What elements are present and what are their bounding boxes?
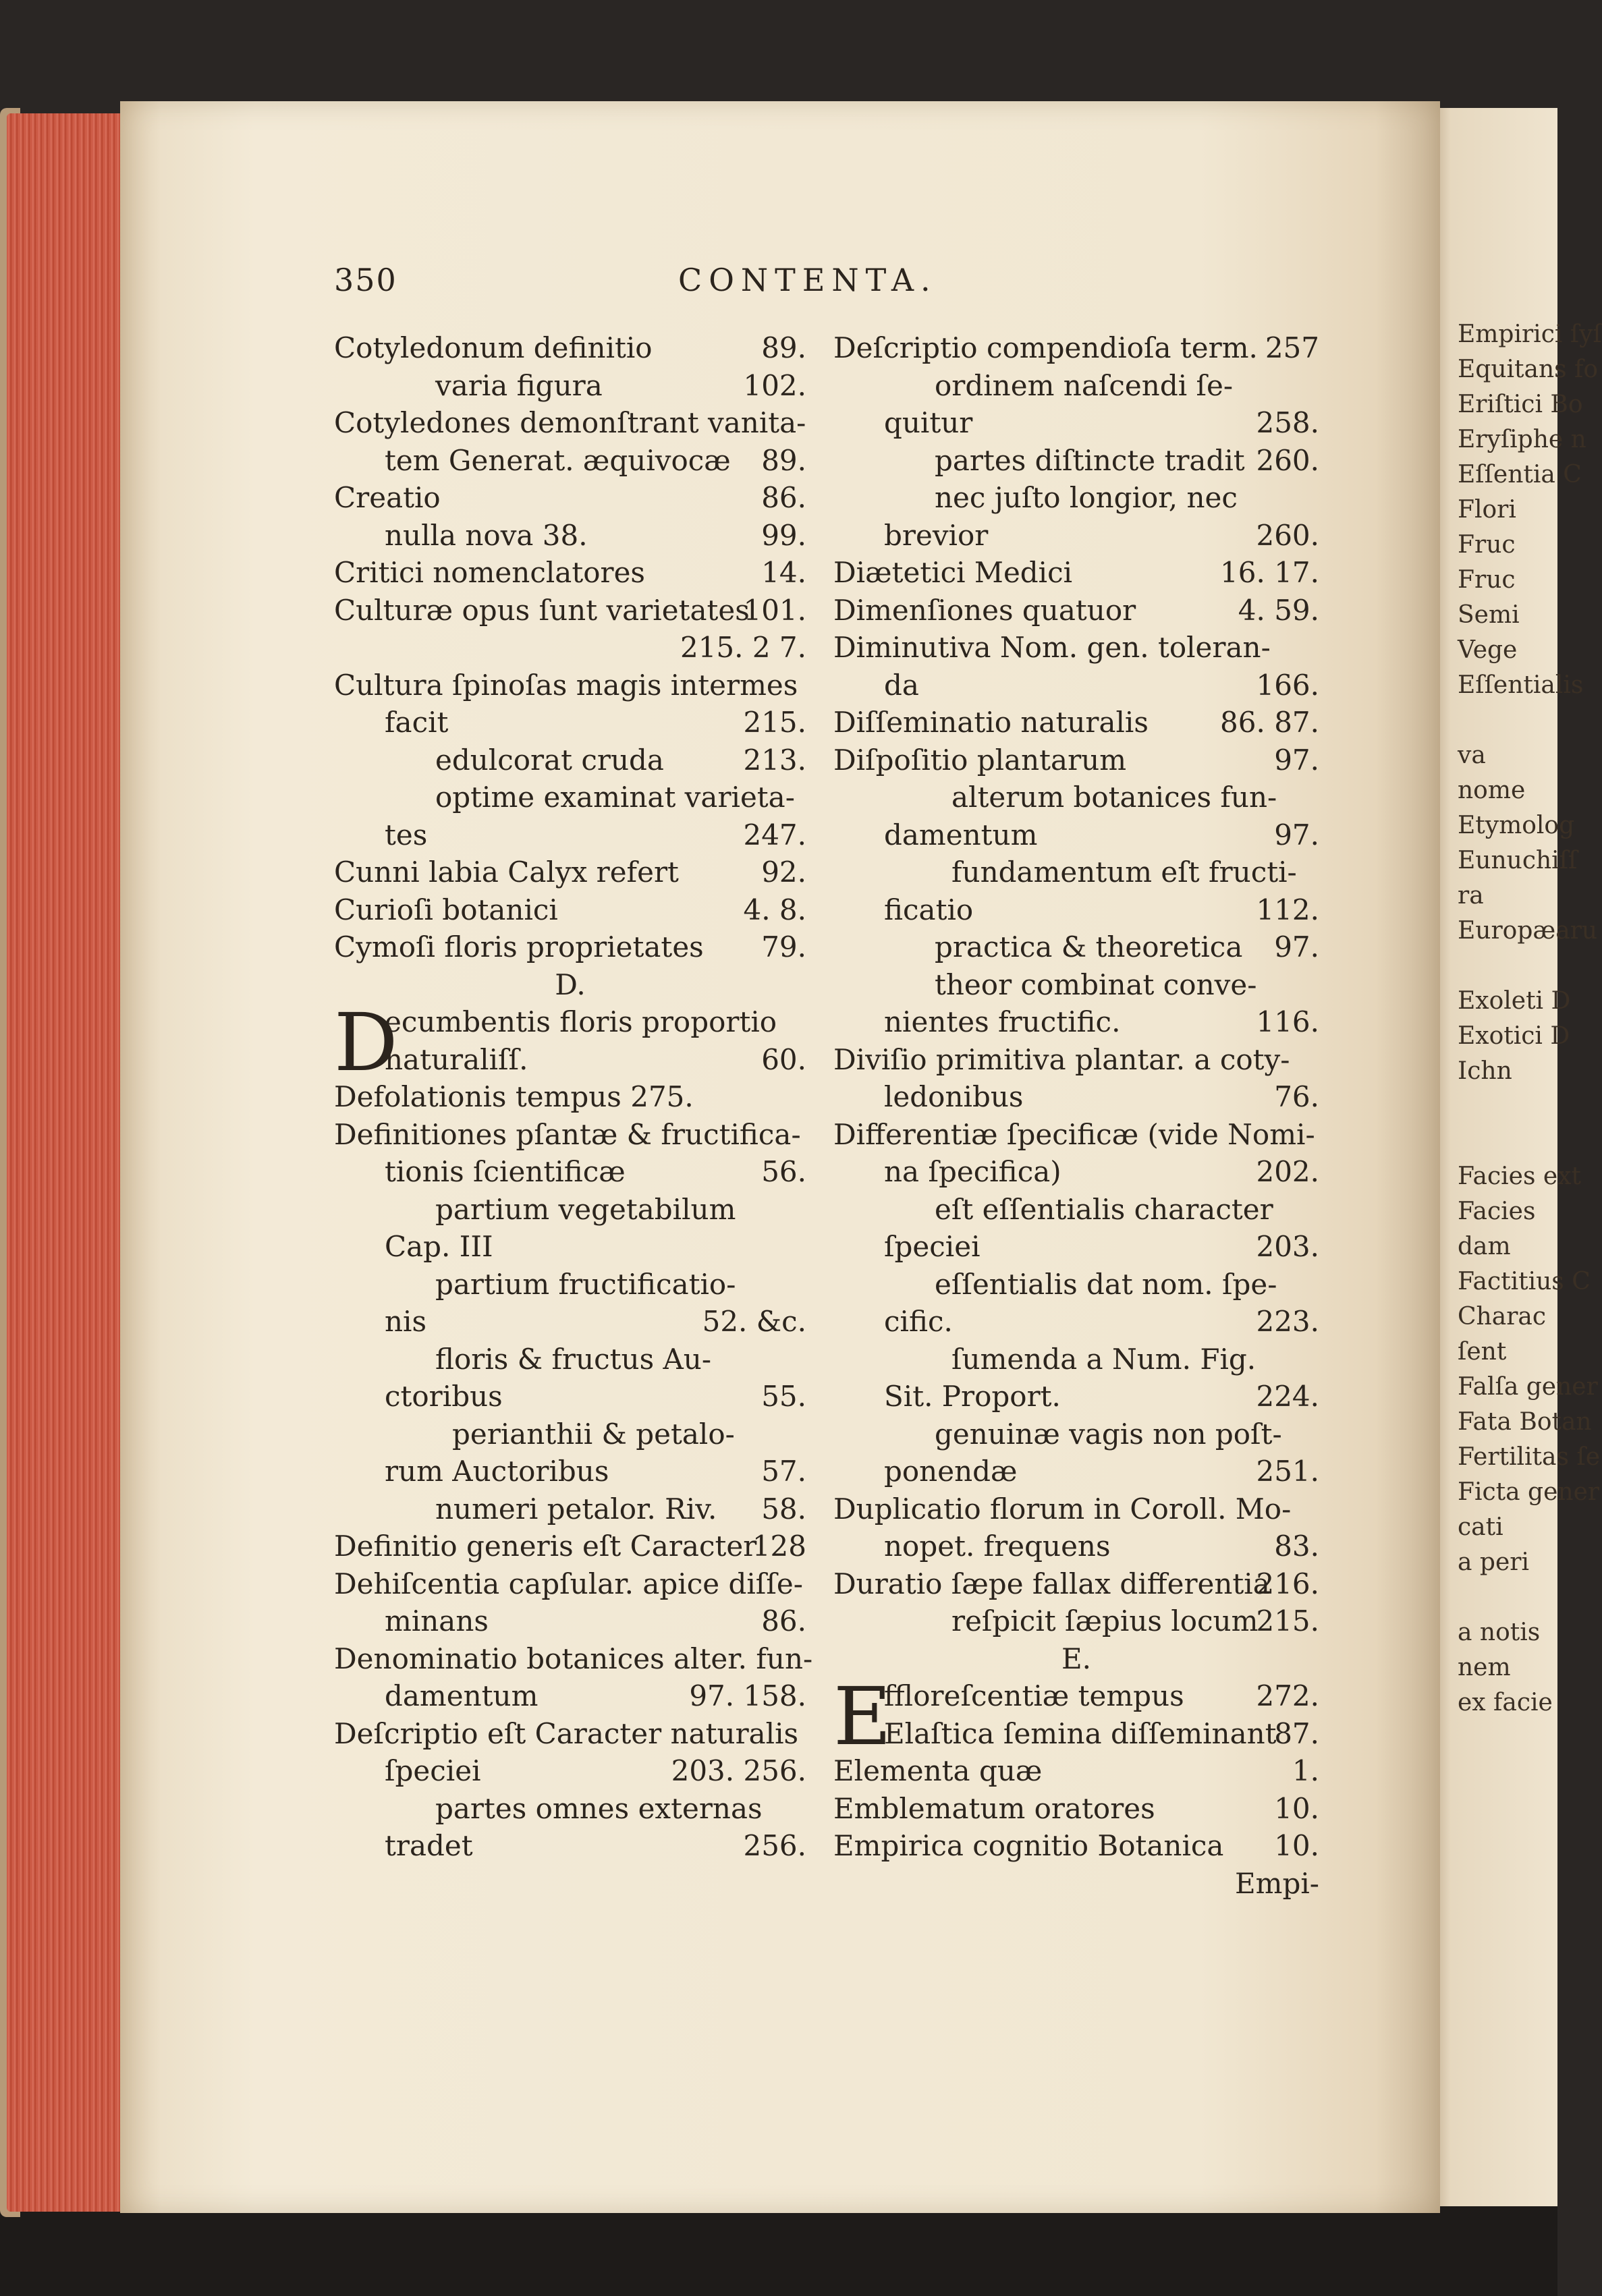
drop-cap: D (334, 996, 398, 1089)
catchword: Empi- (1235, 1866, 1319, 1900)
facing-page-line: Exoleti D (1458, 987, 1571, 1015)
index-entry (833, 629, 1319, 667)
index-entry (833, 1003, 1319, 1041)
entry-text: ſumenda a Num. Fig. (951, 1342, 1256, 1376)
index-entry (833, 1191, 1319, 1229)
index-entry (833, 367, 1319, 405)
facing-page-line: a notis (1458, 1619, 1541, 1646)
entry-text: Deſcriptio eſt Caracter naturalis (334, 1716, 799, 1750)
index-entry (833, 1752, 1319, 1790)
index-entry (334, 1303, 806, 1341)
index-entry (833, 1153, 1319, 1191)
entry-text: ctoribus (385, 1380, 503, 1413)
facing-page-line: Flori (1458, 496, 1516, 524)
entry-text: nulla nova 38. (385, 518, 588, 552)
entry-page-ref: 215. (743, 706, 806, 739)
index-entry (833, 928, 1319, 966)
entry-text: na ſpecifica) (884, 1155, 1061, 1188)
entry-page-ref: 251. (1256, 1455, 1319, 1488)
entry-text: Duplicatio florum in Coroll. Mo- (833, 1492, 1292, 1525)
entry-page-ref: 102. (743, 368, 806, 402)
index-entry (334, 779, 806, 816)
entry-page-ref: 224. (1256, 1380, 1319, 1413)
entry-text: Cotyledonum definitio (334, 331, 653, 364)
entry-page-ref: 97. (1274, 818, 1319, 851)
entry-text: ſpeciei (385, 1754, 481, 1787)
entry-page-ref: 10. (1274, 1791, 1319, 1825)
facing-page-line (1458, 949, 1557, 984)
entry-page-ref: 97. 158. (689, 1679, 806, 1712)
entry-page-ref: 4. 59. (1238, 593, 1319, 627)
index-entry (334, 1677, 806, 1715)
facing-page-line: Ficta gener (1458, 1478, 1600, 1506)
entry-page-ref: 4. 8. (743, 893, 806, 926)
facing-page-line (1458, 703, 1557, 738)
facing-page-line: Facies (1458, 1198, 1536, 1225)
entry-page-ref: 79. (761, 930, 806, 963)
entry-text: nopet. frequens (884, 1530, 1111, 1563)
index-entry (833, 592, 1319, 629)
entry-page-ref: 166. (1256, 668, 1319, 702)
index-entry (334, 479, 806, 517)
facing-page-line (1458, 1580, 1557, 1615)
index-entry (334, 1116, 806, 1154)
facing-page-line (1458, 1089, 1557, 1124)
index-entry (833, 1715, 1319, 1753)
entry-text: reſpicit ſæpius locum (951, 1604, 1259, 1637)
entry-text: partes omnes externas (435, 1791, 763, 1825)
letter-heading (833, 1640, 1319, 1678)
entry-page-ref: 10. (1274, 1829, 1319, 1862)
entry-page-ref: 83. (1274, 1530, 1319, 1563)
entry-text: cific. (884, 1305, 953, 1338)
entry-text: Curioſi botanici (334, 893, 558, 926)
entry-text: da (884, 668, 919, 702)
entry-page-ref: 86. 87. (1220, 706, 1319, 739)
index-entry (833, 1416, 1319, 1453)
facing-page-text (1458, 317, 1602, 1720)
entry-text: Dehiſcentia capſular. apice diſſe- (334, 1567, 803, 1600)
facing-page-line: Ichn (1458, 1057, 1512, 1085)
drop-cap: E (833, 1670, 892, 1763)
entry-page-ref: 87. (1274, 1716, 1319, 1750)
entry-text: quitur (884, 406, 973, 439)
entry-page-ref: 112. (1256, 893, 1319, 926)
facing-page-line: Fertilitas ſe (1458, 1443, 1601, 1471)
index-entry (334, 517, 806, 555)
facing-page-line: ra (1458, 882, 1484, 909)
entry-text: partium vegetabilum (435, 1192, 736, 1226)
index-entry (833, 891, 1319, 929)
entry-page-ref: 97. (1274, 743, 1319, 777)
entry-text: numeri petalor. Riv. (435, 1492, 717, 1525)
entry-page-ref: 216. (1256, 1567, 1319, 1600)
index-entry (833, 1078, 1319, 1116)
facing-page-line: Europæaru (1458, 917, 1598, 945)
entry-text: Sit. Proport. (884, 1380, 1061, 1413)
entry-text: optime examinat varieta- (435, 781, 795, 814)
index-entry (334, 367, 806, 405)
entry-page-ref: 89. (761, 443, 806, 477)
index-entry (334, 853, 806, 891)
entry-page-ref: 60. (761, 1042, 806, 1076)
entry-page-ref: 202. (1256, 1155, 1319, 1188)
index-entry (334, 1078, 806, 1116)
index-entry (833, 1602, 1319, 1640)
index-entry (833, 1266, 1319, 1304)
entry-text: tionis ſcientificæ (385, 1155, 626, 1188)
entry-text: Emblematum oratores (833, 1791, 1155, 1825)
page-number: 350 (334, 262, 397, 298)
entry-text: eſt eſſentialis character (935, 1192, 1273, 1226)
facing-page-line: a peri (1458, 1548, 1529, 1576)
entry-text: Cymoſi floris proprietates (334, 930, 704, 963)
facing-page-line: Empirici ſyſ (1458, 320, 1602, 348)
index-entry (334, 816, 806, 854)
entry-text: Deſcriptio compendioſa term. (833, 331, 1258, 364)
entry-text: eſſentialis dat nom. ſpe- (935, 1267, 1277, 1301)
index-entry (334, 592, 806, 629)
entry-text: ſpeciei (884, 1230, 980, 1263)
index-entry (334, 404, 806, 442)
entry-text: E. (1061, 1642, 1091, 1675)
index-entry (833, 1303, 1319, 1341)
entry-page-ref: 89. (761, 331, 806, 364)
index-entry (334, 629, 806, 667)
facing-page-line: nem (1458, 1654, 1511, 1681)
facing-page-line: Vege (1458, 636, 1518, 664)
index-entry (334, 1640, 813, 1678)
entry-text: Creatio (334, 481, 441, 514)
index-entry (833, 816, 1319, 854)
index-entry (334, 1191, 806, 1229)
entry-page-ref: 101. (743, 593, 806, 627)
entry-text: Diviſio primitiva plantar. a coty- (833, 1042, 1290, 1076)
entry-text: nec juſto longior, nec (935, 481, 1238, 514)
facing-page-line: va (1458, 741, 1486, 769)
entry-page-ref: 203. (1256, 1230, 1319, 1263)
index-entry (833, 479, 1319, 517)
letter-heading (334, 966, 806, 1004)
index-entry (833, 1565, 1319, 1603)
entry-text: Diætetici Medici (833, 556, 1073, 589)
entry-text: tem Generat. æquivocæ (385, 443, 731, 477)
entry-text: damentum (385, 1679, 538, 1712)
running-title: CONTENTA. (678, 262, 937, 298)
index-entry (334, 1153, 806, 1191)
entry-page-ref: 16. 17. (1220, 556, 1319, 589)
entry-text: Dimenſiones quatuor (833, 593, 1136, 627)
entry-text: Diminutiva Nom. gen. toleran- (833, 631, 1271, 664)
entry-page-ref: 116. (1256, 1005, 1319, 1038)
index-entry (334, 329, 806, 367)
index-entry (833, 667, 1319, 704)
index-entry (833, 779, 1319, 816)
entry-page-ref: 215. 2 7. (680, 631, 806, 664)
entry-page-ref: 223. (1256, 1305, 1319, 1338)
index-entry (833, 1116, 1319, 1154)
entry-page-ref: 260. (1256, 518, 1319, 552)
facing-page-line: Fruc (1458, 566, 1516, 594)
index-entry (334, 928, 806, 966)
index-entry (833, 1228, 1319, 1266)
index-entry (334, 891, 806, 929)
entry-text: D. (555, 968, 586, 1001)
entry-text: Diſſeminatio naturalis (833, 706, 1149, 739)
index-entry (833, 1378, 1319, 1416)
index-entry (334, 1790, 806, 1828)
facing-page-line: Eryſiphe n (1458, 426, 1586, 453)
facing-page-line: Exotici D (1458, 1022, 1570, 1050)
entry-text: ponendæ (884, 1455, 1018, 1488)
entry-page-ref: 256. (743, 1829, 806, 1862)
entry-text: Cunni labia Calyx refert (334, 856, 679, 889)
entry-text: Culturæ opus ſunt varietates (334, 593, 750, 627)
index-entry (334, 554, 806, 592)
index-column-left (334, 329, 813, 1865)
entry-text: Differentiæ ſpecificæ (vide Nomi- (833, 1117, 1315, 1151)
page-header (334, 262, 1326, 309)
entry-text: nis (385, 1305, 427, 1338)
entry-page-ref: 58. (761, 1492, 806, 1525)
facing-page-line: Semi (1458, 601, 1520, 629)
index-entry (334, 1565, 806, 1603)
index-entry (334, 1041, 806, 1079)
index-entry (833, 1827, 1319, 1865)
index-entry (833, 517, 1319, 555)
entry-text: rum Auctoribus (385, 1455, 609, 1488)
index-entry (334, 1602, 806, 1640)
facing-page-line: cati (1458, 1513, 1503, 1541)
entry-text: facit (385, 706, 449, 739)
entry-text: theor combinat conve- (935, 968, 1257, 1001)
entry-text: Defolationis tempus 275. (334, 1080, 694, 1113)
entry-text: Elaſtica ſemina diſſeminant (884, 1716, 1277, 1750)
index-entry (334, 704, 806, 741)
index-entry (833, 442, 1319, 480)
entry-text: Diſpoſitio plantarum (833, 743, 1127, 777)
facing-page-line: Eſſentialis (1458, 671, 1584, 699)
entry-page-ref: 52. &c. (702, 1305, 806, 1338)
entry-page-ref: 76. (1274, 1080, 1319, 1113)
index-entry (334, 1528, 806, 1565)
index-entry (833, 1453, 1319, 1490)
entry-page-ref: 99. (761, 518, 806, 552)
index-entry (833, 1341, 1319, 1378)
entry-page-ref: 86. (761, 1604, 806, 1637)
facing-page-line: Eſſentia C (1458, 461, 1582, 488)
entry-page-ref: 1. (1292, 1754, 1319, 1787)
index-entry (833, 404, 1319, 442)
entry-text: Cap. III (385, 1230, 493, 1263)
facing-page-line: Eunuchiſſ (1458, 847, 1578, 874)
entry-text: naturaliſſ. (385, 1042, 528, 1076)
entry-text: Critici nomenclatores (334, 556, 645, 589)
facing-page-line: Etymolog (1458, 812, 1575, 839)
entry-page-ref: 86. (761, 481, 806, 514)
entry-page-ref: 203. 256. (671, 1754, 806, 1787)
index-entry (334, 741, 806, 779)
index-entry (334, 1453, 806, 1490)
index-entry (334, 1341, 806, 1378)
entry-text: minans (385, 1604, 489, 1637)
entry-page-ref: 260. (1256, 443, 1319, 477)
index-entry (334, 1228, 806, 1266)
entry-text: floris & fructus Au- (435, 1342, 712, 1376)
entry-text: nientes fructific. (884, 1005, 1121, 1038)
facing-page-line: Equitans fo (1458, 356, 1599, 383)
index-entry (833, 554, 1319, 592)
entry-page-ref: 213. (743, 743, 806, 777)
entry-text: Definitiones pſantæ & fructifica- (334, 1117, 801, 1151)
facing-page-line: dam (1458, 1233, 1511, 1260)
index-column-right (833, 329, 1319, 1902)
entry-text: varia figura (435, 368, 603, 402)
index-entry (833, 329, 1319, 367)
entry-text: tradet (385, 1829, 473, 1862)
entry-page-ref: 97. (1274, 930, 1319, 963)
entry-page-ref: 14. (761, 556, 806, 589)
facing-page-line: Falſa gener (1458, 1373, 1598, 1401)
facing-page-line: Fruc (1458, 531, 1516, 559)
index-entry (334, 1715, 806, 1753)
entry-page-ref: 128 (752, 1530, 806, 1563)
entry-text: partes diſtincte tradit (935, 443, 1245, 477)
index-entry (833, 704, 1319, 741)
entry-text: Denominatio botanices alter. fun- (334, 1642, 813, 1675)
index-entry (833, 741, 1319, 779)
entry-text: brevior (884, 518, 989, 552)
entry-text: damentum (884, 818, 1038, 851)
index-entry (334, 1752, 806, 1790)
entry-text: partium fructificatio- (435, 1267, 736, 1301)
entry-text: genuinæ vagis non poſt- (935, 1417, 1282, 1451)
index-entry (334, 1827, 806, 1865)
entry-text: ledonibus (884, 1080, 1024, 1113)
entry-page-ref: 258. (1256, 406, 1319, 439)
index-entry (334, 667, 806, 704)
entry-text: Cultura ſpinoſas magis intermes (334, 668, 798, 702)
index-entry (833, 853, 1319, 891)
entry-page-ref: 272. (1256, 1679, 1319, 1712)
entry-page-ref: 56. (761, 1155, 806, 1188)
facing-page-line: ſent (1458, 1338, 1507, 1366)
entry-text: Duratio ſæpe fallax differentia (833, 1567, 1270, 1600)
entry-text: Empirica cognitio Botanica (833, 1829, 1224, 1862)
facing-page-line (1458, 1124, 1557, 1159)
entry-text: fundamentum eſt fructi- (951, 856, 1297, 889)
index-entry (833, 1790, 1319, 1828)
index-entry (833, 1041, 1319, 1079)
catchword-line (833, 1865, 1319, 1903)
entry-text: practica & theoretica (935, 930, 1243, 963)
facing-page-line: Facies ext (1458, 1163, 1581, 1190)
entry-text: fflorеſcentiæ tempus (884, 1679, 1184, 1712)
index-entry (334, 1490, 806, 1528)
index-entry (334, 442, 806, 480)
index-entry (833, 1528, 1319, 1565)
entry-text: edulcorat cruda (435, 743, 664, 777)
entry-page-ref: 215. (1256, 1604, 1319, 1637)
facing-page-line: Eriſtici Bo (1458, 391, 1583, 418)
facing-page-line: nome (1458, 777, 1526, 804)
entry-text: Elementa quæ (833, 1754, 1043, 1787)
entry-page-ref: 257 (1265, 331, 1319, 364)
entry-text: alterum botanices fun- (951, 781, 1277, 814)
entry-page-ref: 247. (743, 818, 806, 851)
red-page-edges (7, 113, 125, 2212)
entry-text: ecumbentis floris proportio (385, 1005, 777, 1038)
entry-page-ref: 57. (761, 1455, 806, 1488)
entry-text: Definitio generis eſt Caracter (334, 1530, 757, 1563)
facing-page-line: Factitius C (1458, 1268, 1591, 1295)
index-entry (334, 1266, 806, 1304)
index-entry (334, 1416, 806, 1453)
entry-text: ordinem naſcendi ſe- (935, 368, 1234, 402)
facing-page-line: ex facie (1458, 1689, 1553, 1716)
entry-text: ficatio (884, 893, 974, 926)
entry-text: perianthii & petalo- (452, 1417, 735, 1451)
facing-page-line: Charac (1458, 1303, 1547, 1331)
facing-page-line: Fata Botan (1458, 1408, 1592, 1436)
index-entry (833, 1490, 1319, 1528)
index-entry (334, 1378, 806, 1416)
entry-text: Cotyledones demonſtrant vanita- (334, 406, 806, 439)
entry-page-ref: 55. (761, 1380, 806, 1413)
entry-page-ref: 92. (761, 856, 806, 889)
index-entry (833, 966, 1319, 1004)
entry-text: tes (385, 818, 428, 851)
